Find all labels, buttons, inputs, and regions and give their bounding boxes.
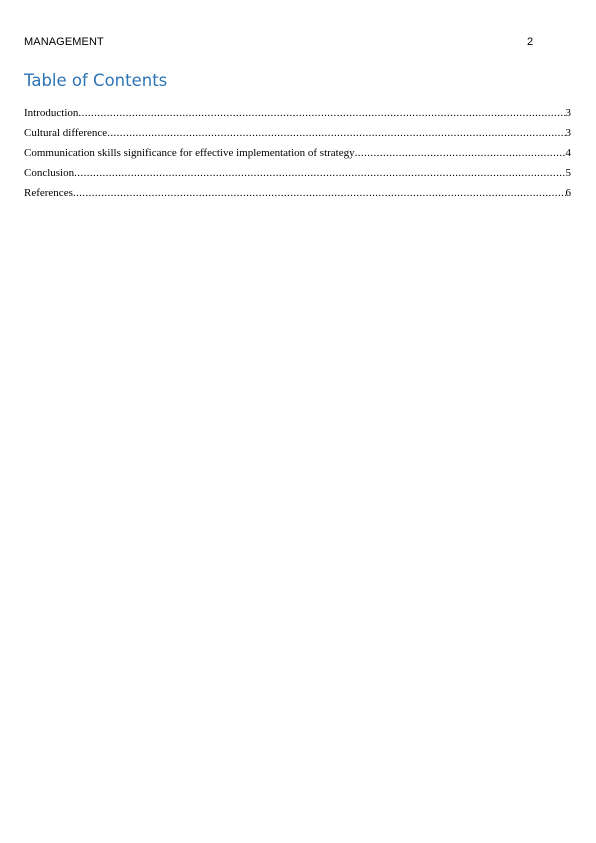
- toc-entry-label: Conclusion: [24, 167, 75, 179]
- toc-entry-label: Introduction: [24, 107, 79, 119]
- toc-entry-label: Communication skills significance for effective implementation of strategy: [24, 147, 355, 159]
- toc-entry-page: 3: [565, 107, 571, 119]
- toc-heading: Table of Contents: [24, 71, 168, 90]
- running-header-title: MANAGEMENT: [24, 36, 104, 48]
- toc-dot-leader: [355, 145, 566, 161]
- toc-dot-leader: [78, 105, 565, 121]
- page-number: 2: [527, 36, 534, 48]
- toc-entry-label: References: [24, 187, 73, 199]
- toc-entry-page: 5: [565, 167, 571, 179]
- toc-entry-introduction[interactable]: [24, 105, 571, 125]
- toc-dot-leader: [73, 185, 566, 201]
- toc-entry-conclusion[interactable]: [24, 165, 571, 185]
- toc-entry-page: 6: [565, 187, 571, 199]
- toc-entry-page: 4: [565, 147, 571, 159]
- toc-entry-label: Cultural difference: [24, 127, 108, 139]
- toc-entry-page: 3: [565, 127, 571, 139]
- toc-dot-leader: [107, 125, 565, 141]
- toc-list: [24, 105, 571, 205]
- toc-entry-communication-skills[interactable]: [24, 145, 571, 165]
- toc-entry-cultural-difference[interactable]: [24, 125, 571, 145]
- toc-entry-references[interactable]: [24, 185, 571, 205]
- toc-dot-leader: [74, 165, 565, 181]
